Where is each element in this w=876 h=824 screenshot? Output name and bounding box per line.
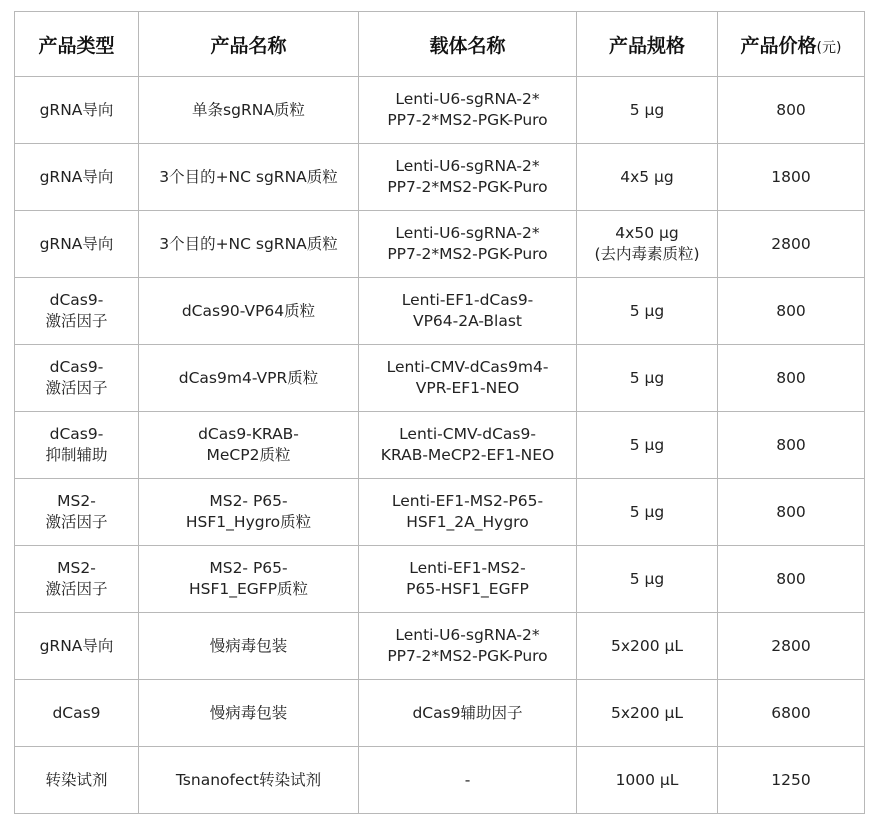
cell-vector-name-line: PP7-2*MS2-PGK-Puro [387, 178, 548, 196]
cell-product-spec-line: 5 μg [629, 502, 665, 521]
cell-product-spec-line: 5x200 μL [610, 703, 684, 722]
cell-product-type [15, 412, 139, 479]
cell-product-name-line: dCas9-KRAB- [198, 425, 299, 443]
cell-product-name [139, 747, 359, 814]
cell-vector-name-line: dCas9辅助因子 [412, 703, 523, 722]
cell-product-spec [577, 613, 718, 680]
cell-product-name-line: 慢病毒包装 [209, 703, 288, 722]
cell-product-name-line: 3个目的+NC sgRNA质粒 [159, 167, 338, 186]
cell-product-type-line: gRNA导向 [39, 234, 114, 253]
cell-product-price: 1250 [718, 747, 865, 814]
cell-product-name-line: dCas9m4-VPR质粒 [178, 368, 319, 387]
cell-vector-name-line: Lenti-EF1-dCas9- [401, 291, 534, 309]
cell-product-spec-line: 5 μg [629, 435, 665, 454]
cell-vector-name-line: PP7-2*MS2-PGK-Puro [387, 245, 548, 263]
cell-product-spec [577, 211, 718, 278]
cell-product-name [139, 278, 359, 345]
cell-product-type [15, 77, 139, 144]
cell-vector-name-line: VPR-EF1-NEO [415, 379, 520, 397]
cell-product-type-line: MS2- [57, 492, 96, 510]
cell-product-type-line: dCas9 [52, 703, 101, 722]
cell-vector-name-line: Lenti-U6-sgRNA-2* [395, 224, 540, 242]
cell-product-name-line: MeCP2质粒 [206, 446, 291, 464]
cell-product-spec [577, 412, 718, 479]
cell-product-name-line: dCas90-VP64质粒 [181, 301, 316, 320]
cell-product-spec [577, 278, 718, 345]
cell-product-type [15, 345, 139, 412]
cell-product-price: 800 [718, 546, 865, 613]
table-row [15, 211, 865, 278]
cell-product-name [139, 345, 359, 412]
cell-product-name-line: Tsnanofect转染试剂 [175, 770, 322, 789]
cell-vector-name [359, 479, 577, 546]
cell-product-name-line: MS2- P65- [209, 492, 288, 510]
cell-product-type-line: dCas9- [49, 425, 104, 443]
cell-product-spec-line: 4x50 μg [615, 224, 679, 242]
header-vector-name: 载体名称 [359, 12, 577, 77]
cell-product-spec [577, 479, 718, 546]
cell-product-price: 2800 [718, 613, 865, 680]
cell-product-type-line: 激活因子 [45, 379, 108, 397]
cell-product-spec-line: (去内毒素质粒) [594, 245, 700, 263]
cell-vector-name-line: HSF1_2A_Hygro [406, 513, 529, 531]
cell-product-spec-line: 5 μg [629, 368, 665, 387]
cell-vector-name-line: KRAB-MeCP2-EF1-NEO [380, 446, 555, 464]
cell-vector-name-line: Lenti-U6-sgRNA-2* [395, 90, 540, 108]
cell-product-type [15, 144, 139, 211]
cell-vector-name-line: VP64-2A-Blast [412, 312, 523, 330]
cell-product-name [139, 546, 359, 613]
header-product-price [718, 12, 865, 77]
table-row [15, 144, 865, 211]
cell-product-name [139, 613, 359, 680]
table-row [15, 479, 865, 546]
cell-product-type [15, 747, 139, 814]
cell-product-spec-line: 5 μg [629, 100, 665, 119]
cell-product-type-line: 转染试剂 [45, 770, 108, 789]
table-row [15, 546, 865, 613]
cell-vector-name [359, 747, 577, 814]
cell-product-name [139, 479, 359, 546]
cell-product-name-line: 3个目的+NC sgRNA质粒 [159, 234, 338, 253]
cell-vector-name-line: Lenti-U6-sgRNA-2* [395, 157, 540, 175]
cell-product-type-line: 激活因子 [45, 580, 108, 598]
cell-product-price: 800 [718, 412, 865, 479]
cell-product-type-line: 激活因子 [45, 312, 108, 330]
cell-product-type-line: dCas9- [49, 358, 104, 376]
table-header [15, 12, 865, 77]
table-row [15, 278, 865, 345]
cell-product-spec [577, 345, 718, 412]
cell-product-price: 800 [718, 345, 865, 412]
cell-vector-name-line: Lenti-EF1-MS2-P65- [391, 492, 544, 510]
cell-product-name-line: 单条sgRNA质粒 [192, 100, 305, 119]
header-price-label: 产品价格 [740, 34, 817, 57]
cell-product-type [15, 546, 139, 613]
cell-product-spec [577, 77, 718, 144]
cell-product-spec-line: 4x5 μg [620, 167, 674, 186]
cell-product-name-line: 慢病毒包装 [209, 636, 288, 655]
cell-product-name [139, 77, 359, 144]
cell-product-type-line: gRNA导向 [39, 636, 114, 655]
cell-product-price: 2800 [718, 211, 865, 278]
header-product-spec: 产品规格 [577, 12, 718, 77]
cell-vector-name-line: P65-HSF1_EGFP [406, 580, 529, 598]
cell-product-spec [577, 747, 718, 814]
cell-product-type [15, 613, 139, 680]
cell-vector-name [359, 144, 577, 211]
table-row [15, 747, 865, 814]
cell-product-name-line: MS2- P65- [209, 559, 288, 577]
table-row [15, 613, 865, 680]
cell-vector-name-line: PP7-2*MS2-PGK-Puro [387, 647, 548, 665]
cell-vector-name-line: - [464, 770, 471, 789]
cell-vector-name-line: Lenti-EF1-MS2- [409, 559, 526, 577]
cell-product-type-line: 激活因子 [45, 513, 108, 531]
cell-product-price: 6800 [718, 680, 865, 747]
cell-product-price: 1800 [718, 144, 865, 211]
cell-product-type-line: gRNA导向 [39, 167, 114, 186]
cell-product-type-line: gRNA导向 [39, 100, 114, 119]
header-product-name: 产品名称 [139, 12, 359, 77]
cell-product-spec [577, 144, 718, 211]
cell-vector-name [359, 412, 577, 479]
cell-product-price: 800 [718, 77, 865, 144]
table-row [15, 680, 865, 747]
cell-product-type [15, 278, 139, 345]
header-product-type: 产品类型 [15, 12, 139, 77]
cell-product-spec [577, 680, 718, 747]
cell-vector-name [359, 680, 577, 747]
cell-vector-name-line: Lenti-CMV-dCas9m4- [386, 358, 549, 376]
cell-product-spec-line: 5x200 μL [610, 636, 684, 655]
cell-product-price: 800 [718, 479, 865, 546]
cell-product-name [139, 211, 359, 278]
cell-product-name-line: HSF1_EGFP质粒 [188, 580, 309, 598]
product-table-container [14, 11, 864, 814]
table-body [15, 77, 865, 814]
cell-vector-name [359, 613, 577, 680]
cell-product-name-line: HSF1_Hygro质粒 [185, 513, 312, 531]
cell-vector-name-line: Lenti-U6-sgRNA-2* [395, 626, 540, 644]
cell-product-name [139, 412, 359, 479]
cell-product-type-line: MS2- [57, 559, 96, 577]
cell-vector-name-line: PP7-2*MS2-PGK-Puro [387, 111, 548, 129]
table-row [15, 77, 865, 144]
cell-product-name [139, 680, 359, 747]
cell-product-type-line: 抑制辅助 [45, 446, 108, 464]
header-row [15, 12, 865, 77]
cell-product-type [15, 680, 139, 747]
table-row [15, 345, 865, 412]
cell-product-spec-line: 5 μg [629, 301, 665, 320]
cell-vector-name [359, 278, 577, 345]
cell-product-type [15, 479, 139, 546]
cell-vector-name [359, 211, 577, 278]
cell-vector-name [359, 345, 577, 412]
cell-product-type-line: dCas9- [49, 291, 104, 309]
product-price-table [14, 11, 865, 814]
cell-product-name [139, 144, 359, 211]
table-row [15, 412, 865, 479]
cell-product-type [15, 211, 139, 278]
cell-vector-name [359, 77, 577, 144]
cell-product-spec-line: 5 μg [629, 569, 665, 588]
cell-product-price: 800 [718, 278, 865, 345]
cell-product-spec-line: 1000 μL [615, 770, 679, 789]
cell-vector-name [359, 546, 577, 613]
cell-vector-name-line: Lenti-CMV-dCas9- [399, 425, 536, 443]
cell-product-spec [577, 546, 718, 613]
header-price-unit: (元) [816, 39, 842, 56]
